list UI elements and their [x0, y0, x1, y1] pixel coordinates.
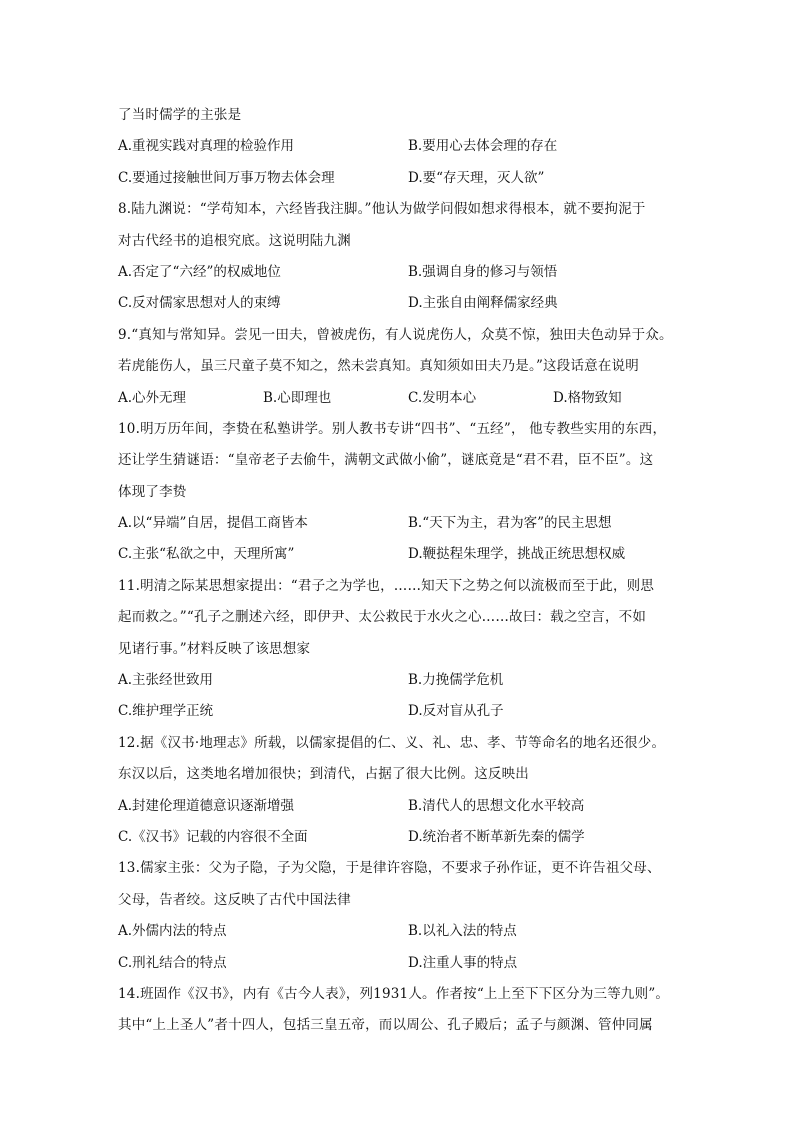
options-row: [118, 948, 688, 979]
text-line: 父母，告者绞。这反映了古代中国法律: [118, 891, 351, 908]
options-row: [118, 916, 688, 947]
text-line: 起而救之。”“孔子之删述六经，即伊尹、太公救民于水火之心……故曰：载之空言，不如: [118, 609, 647, 626]
answer-option: D.主张自由阐释儒家经典: [408, 295, 558, 312]
answer-option: A.重视实践对真理的检验作用: [118, 138, 295, 155]
answer-option: C.维护理学正统: [118, 703, 214, 720]
text-line: 9.“真知与常知异。尝见一田夫，曾被虎伤，有人说虎伤人，众莫不惊，独田夫色动异于众。: [118, 326, 673, 343]
text-line: 对古代经书的追根究底。这说明陆九渊: [118, 232, 351, 249]
text-line: 11.明清之际某思想家提出：“君子之为学也，……知天下之势之何以流极而至于此，则思: [118, 577, 655, 594]
answer-option: D.注重人事的特点: [408, 954, 518, 971]
text-line: 14.班固作《汉书》，内有《古今人表》，列1931人。作者按“上上至下下区分为三等九则”。: [118, 985, 670, 1002]
question-list: [118, 100, 688, 1042]
text-line: 体现了李贽: [118, 483, 187, 500]
text-line: 8.陆九渊说：“学苟知本，六经皆我注脚。”他认为做学问假如想求得根本，就不要拘泥于: [118, 201, 646, 218]
answer-option: A.否定了“六经”的权威地位: [118, 263, 281, 280]
text-line: 12.据《汉书·地理志》所载，以儒家提倡的仁、义、礼、忠、孝、节等命名的地名还很少。: [118, 734, 666, 751]
options-row: [118, 696, 688, 727]
text-line: 了当时儒学的主张是: [118, 107, 242, 123]
text-line: 还让学生猜谜语：“皇帝老子去偷牛，满朝文武做小偷”，谜底竟是“君不君，臣不臣”。这: [118, 452, 654, 469]
options-row: [118, 508, 688, 539]
options-row: [118, 163, 688, 194]
options-row: [118, 383, 688, 414]
answer-option: B.强调自身的修习与领悟: [408, 263, 558, 280]
answer-option: B.心即理也: [263, 389, 332, 406]
text-line: 10.明万历年间，李贽在私塾讲学。别人教书专讲“四书”、“五经”， 他专教些实用的东西，: [118, 420, 667, 437]
options-row: [118, 257, 688, 288]
answer-option: B.清代人的思想文化水平较高: [408, 797, 585, 814]
answer-option: A.外儒内法的特点: [118, 923, 227, 940]
options-row: [118, 822, 688, 853]
text-line: 13.儒家主张：父为子隐，子为父隐，于是律许容隐，不要求子孙作证，更不许告祖父母、: [118, 860, 661, 877]
text-line: 其中“上上圣人”者十四人，包括三皇五帝，而以周公、孔子殿后；孟子与颜渊、管仲同属: [118, 1017, 653, 1034]
answer-option: C.《汉书》记载的内容很不全面: [118, 828, 308, 845]
answer-option: B.力挽儒学危机: [408, 672, 504, 689]
answer-option: C.反对儒家思想对人的束缚: [118, 295, 281, 312]
answer-option: A.主张经世致用: [118, 672, 214, 689]
text-line: 若虎能伤人，虽三尺童子莫不知之，然未尝真知。真知须如田夫乃是。”这段话意在说明: [118, 358, 639, 375]
answer-option: A.以“异端”自居，提倡工商皆本: [118, 515, 308, 532]
answer-option: D.反对盲从孔子: [408, 703, 504, 720]
answer-option: C.要通过接触世间万事万物去体会理: [118, 169, 335, 186]
answer-option: D.鞭挞程朱理学，挑战正统思想权威: [408, 546, 626, 563]
options-row: [118, 791, 688, 822]
answer-option: B.要用心去体会理的存在: [408, 138, 558, 155]
answer-option: C.主张“私欲之中，天理所寓”: [118, 546, 295, 563]
answer-option: D.统治者不断革新先秦的儒学: [408, 828, 585, 845]
options-row: [118, 288, 688, 319]
answer-option: B.“天下为主，君为客”的民主思想: [408, 515, 612, 532]
answer-option: D.要“存天理，灭人欲”: [408, 169, 545, 186]
answer-option: D.格物致知: [553, 389, 622, 406]
answer-option: B.以礼入法的特点: [408, 923, 517, 940]
options-row: [118, 539, 688, 570]
answer-option: A.封建伦理道德意识逐渐增强: [118, 797, 295, 814]
answer-option: A.心外无理: [118, 389, 187, 406]
text-line: 东汉以后，这类地名增加很快；到清代，占据了很大比例。这反映出: [118, 766, 529, 783]
answer-option: C.发明本心: [408, 389, 477, 406]
answer-option: C.刑礼结合的特点: [118, 954, 227, 971]
text-line: 见诸行事。”材料反映了该思想家: [118, 640, 311, 657]
options-row: [118, 131, 688, 162]
options-row: [118, 665, 688, 696]
